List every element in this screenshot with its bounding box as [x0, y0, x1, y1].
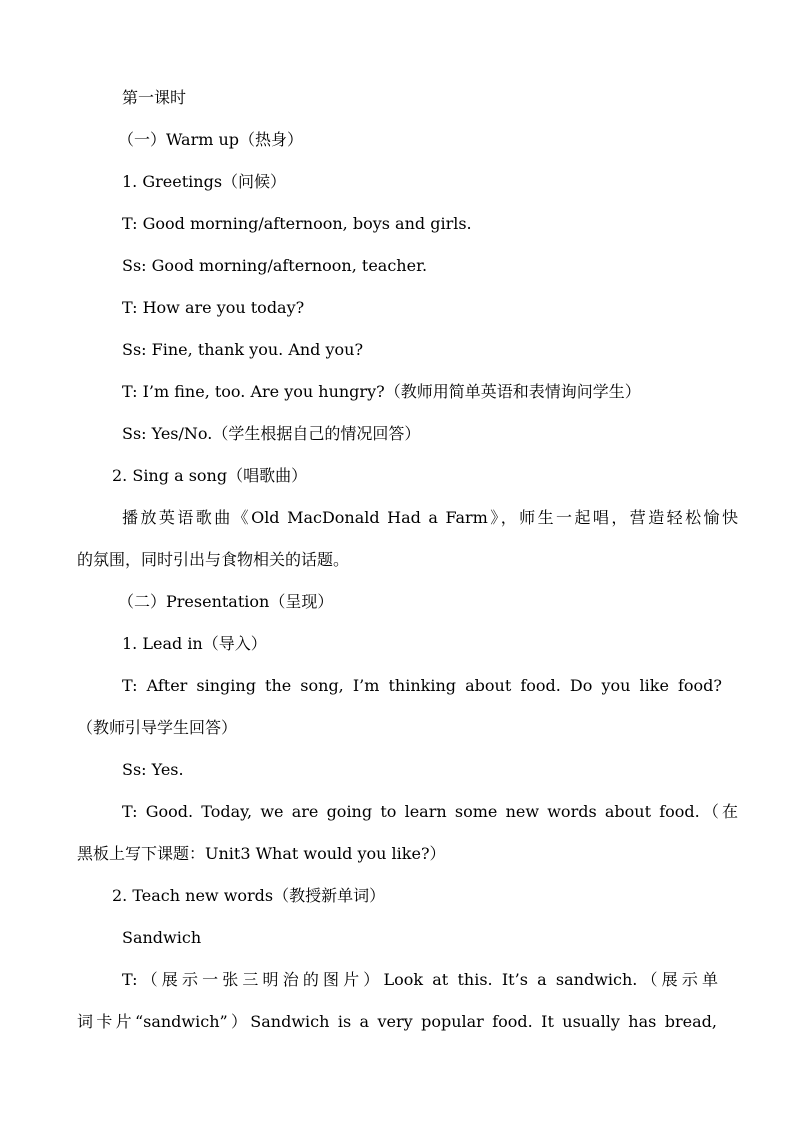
dialogue-line [0, 756, 794, 784]
step-greetings-text: 1. Greetings（问候） [122, 172, 287, 191]
dialogue-text: T: I’m fine, too. Are you hungry?（教师用简单英语和表情询问学生） [122, 382, 641, 401]
dialogue-line [0, 294, 794, 322]
dialogue-text: T: After singing the song, I’m thinking about food. Do you like food? [122, 676, 722, 695]
dialogue-text: T: Good. Today, we are going to learn some new words about food.（在 [122, 802, 738, 821]
section-heading-warm-up [0, 126, 794, 154]
dialogue-line [0, 420, 794, 448]
paragraph-text: 播放英语歌曲《Old MacDonald Had a Farm》，师生一起唱，营造轻松愉快 [122, 508, 738, 527]
step-sing-a-song [0, 462, 794, 490]
paragraph-line [0, 714, 794, 742]
dialogue-line [0, 798, 794, 826]
dialogue-text: T: Good morning/afternoon, boys and girls. [122, 214, 472, 233]
dialogue-text: Ss: Fine, thank you. And you? [122, 340, 364, 359]
dialogue-line [0, 378, 794, 406]
step-sing-a-song-text: 2. Sing a song（唱歌曲） [112, 466, 308, 485]
dialogue-line [0, 252, 794, 280]
lesson-heading [0, 84, 794, 112]
section-heading-warm-up-text: （一）Warm up（热身） [118, 130, 304, 149]
dialogue-line [0, 336, 794, 364]
step-teach-new-words-text: 2. Teach new words（教授新单词） [112, 886, 386, 905]
paragraph-text: 的氛围，同时引出与食物相关的话题。 [77, 550, 350, 569]
paragraph-line [0, 504, 794, 532]
step-lead-in-text: 1. Lead in（导入） [122, 634, 267, 653]
dialogue-text: T: How are you today? [122, 298, 305, 317]
dialogue-text: T:（展示一张三明治的图片）Look at this. It’s a sandwich.（展示单 [122, 970, 718, 989]
step-teach-new-words [0, 882, 794, 910]
dialogue-line [0, 210, 794, 238]
vocabulary-word [0, 924, 794, 952]
dialogue-line [0, 672, 794, 700]
lesson-heading-text: 第一课时 [122, 88, 187, 107]
paragraph-text: 黑板上写下课题：Unit3 What would you like?） [77, 844, 446, 863]
section-heading-presentation [0, 588, 794, 616]
paragraph-text: （教师引导学生回答） [77, 718, 238, 737]
dialogue-text: Ss: Yes. [122, 760, 184, 779]
paragraph-line [0, 1008, 794, 1036]
paragraph-line [0, 840, 794, 868]
section-heading-presentation-text: （二）Presentation（呈现） [118, 592, 334, 611]
vocabulary-word-text: Sandwich [122, 928, 202, 947]
dialogue-text: Ss: Good morning/afternoon, teacher. [122, 256, 428, 275]
step-greetings [0, 168, 794, 196]
paragraph-line [0, 546, 794, 574]
paragraph-text: 词卡片“sandwich”）Sandwich is a very popular food. It usually has bread, [77, 1012, 717, 1031]
step-lead-in [0, 630, 794, 658]
dialogue-text: Ss: Yes/No.（学生根据自己的情况回答） [122, 424, 421, 443]
dialogue-line [0, 966, 794, 994]
